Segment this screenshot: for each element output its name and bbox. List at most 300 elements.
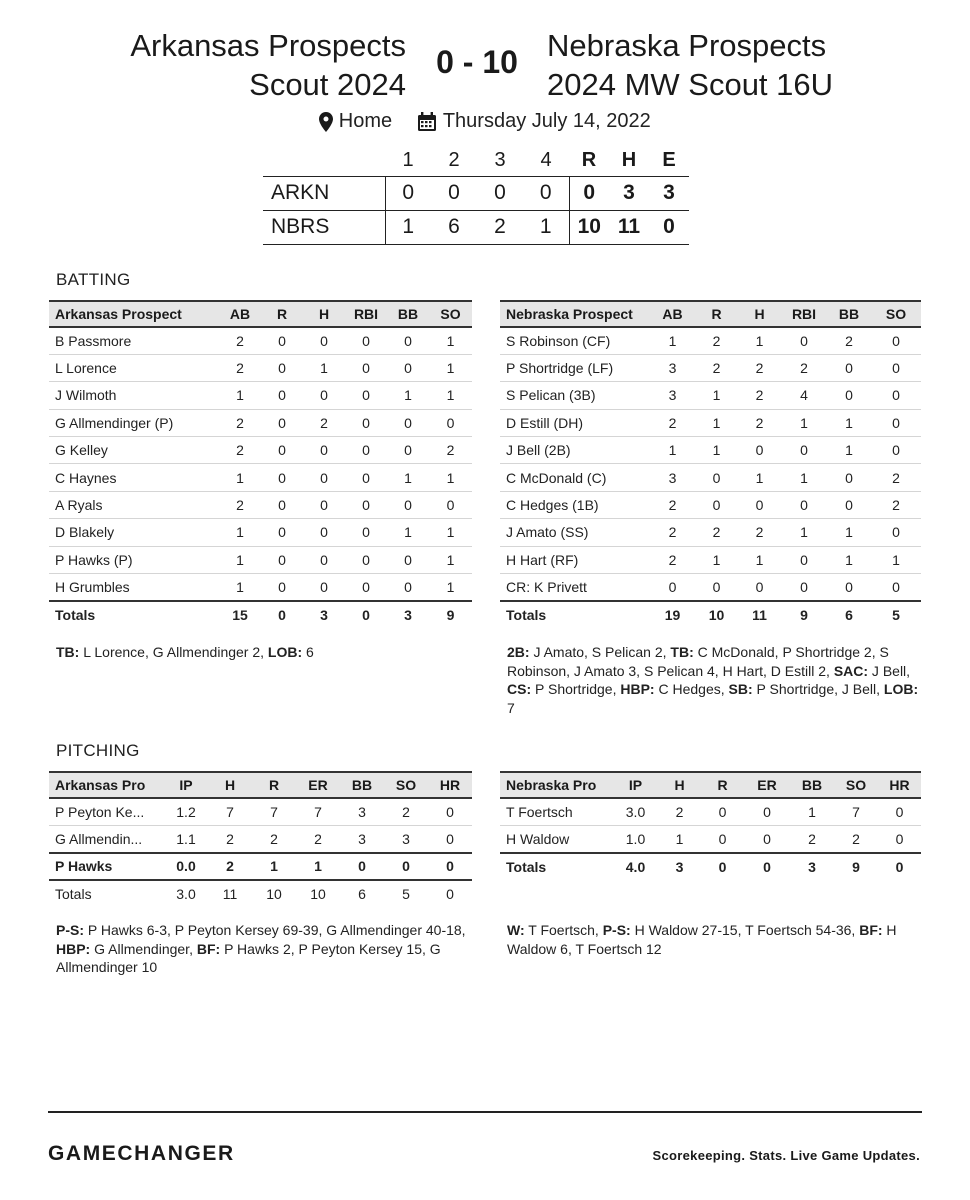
stat-value: 1 — [387, 464, 429, 491]
table-header-row — [49, 301, 472, 327]
stat-value: 1 — [219, 574, 261, 601]
stat-value: 0 — [261, 574, 303, 601]
table-header-row — [49, 772, 472, 798]
note-text: 7 — [507, 699, 515, 716]
stat-column-header: R — [261, 301, 303, 327]
stat-value: 0 — [827, 354, 871, 381]
map-pin-icon — [319, 112, 333, 132]
stat-value: 2 — [695, 519, 738, 546]
stat-value: 0 — [345, 409, 387, 436]
stat-value: 0 — [261, 354, 303, 381]
stat-value: 1 — [429, 519, 472, 546]
stat-column-header: AB — [650, 301, 695, 327]
stat-value: 0 — [387, 327, 429, 354]
stat-value: 0.0 — [164, 853, 208, 880]
linescore-inning: 0 — [477, 176, 523, 210]
stat-value: 2 — [871, 491, 921, 518]
stat-value: 0 — [261, 601, 303, 628]
stat-value: 1.1 — [164, 825, 208, 852]
table-row — [500, 546, 921, 573]
note-text: G Allmendinger, — [90, 940, 197, 957]
note-text: P Shortridge, J Bell, — [752, 681, 884, 697]
player-name: B Passmore — [49, 327, 219, 354]
team-column-header: Arkansas Prospect — [49, 301, 219, 327]
stat-value: 0 — [345, 519, 387, 546]
stat-value: 0 — [827, 382, 871, 409]
stat-value: 2 — [738, 354, 781, 381]
stat-value: 2 — [219, 409, 261, 436]
player-name: J Wilmoth — [49, 382, 219, 409]
stat-value: 2 — [781, 354, 827, 381]
stat-value: 0 — [429, 409, 472, 436]
stat-value: 0 — [781, 546, 827, 573]
stat-column-header: BB — [340, 772, 384, 798]
calendar-icon — [417, 112, 437, 132]
stat-value: 1 — [781, 464, 827, 491]
table-row — [500, 327, 921, 354]
away-team-name — [547, 26, 877, 104]
stat-value: 0 — [345, 574, 387, 601]
away-team-line1: Nebraska Prospects — [547, 28, 827, 63]
stat-value: 0 — [871, 354, 921, 381]
linescore-team: NBRS — [263, 210, 385, 244]
stat-value: 2 — [738, 382, 781, 409]
linescore-hits: 11 — [609, 210, 649, 244]
linescore-table — [263, 146, 689, 245]
player-name: H Waldow — [500, 825, 613, 852]
stat-value: 1 — [219, 546, 261, 573]
note-label: W: — [507, 922, 525, 938]
stat-value: 1 — [695, 409, 738, 436]
stat-value: 0 — [695, 574, 738, 601]
stat-value: 3 — [650, 464, 695, 491]
stat-value: 1.2 — [164, 798, 208, 825]
player-name: J Amato (SS) — [500, 519, 650, 546]
stat-value: 19 — [650, 601, 695, 628]
note-label: P-S: — [56, 922, 84, 938]
stat-value: 0 — [871, 382, 921, 409]
stat-value: 0 — [261, 546, 303, 573]
stat-value: 2 — [650, 519, 695, 546]
stat-value: 0 — [738, 491, 781, 518]
player-name: P Peyton Ke... — [49, 798, 164, 825]
stat-value: 1 — [252, 853, 296, 880]
note-label: SB: — [728, 681, 753, 697]
inning-3-header: 3 — [494, 149, 506, 172]
stat-value: 3 — [340, 798, 384, 825]
player-name: D Estill (DH) — [500, 409, 650, 436]
table-row — [500, 409, 921, 436]
player-name: Totals — [500, 601, 650, 628]
stat-value: 1 — [219, 519, 261, 546]
note-text: C Hedges, — [654, 681, 729, 697]
stat-value: 9 — [429, 601, 472, 628]
stat-value: 2 — [738, 409, 781, 436]
stat-value: 2 — [695, 327, 738, 354]
stat-value: 0 — [303, 491, 345, 518]
linescore-inning: 6 — [431, 210, 477, 244]
stat-column-header: H — [303, 301, 345, 327]
stat-value: 0 — [345, 437, 387, 464]
stat-column-header: IP — [164, 772, 208, 798]
errors-header: E — [662, 149, 676, 172]
stat-value: 1 — [387, 382, 429, 409]
note-text: T Foertsch, — [524, 922, 603, 938]
stat-value: 1 — [296, 853, 340, 880]
stat-value: 4.0 — [613, 853, 658, 880]
stat-value: 0 — [345, 382, 387, 409]
linescore-inning: 0 — [431, 176, 477, 210]
stat-value: 1 — [827, 409, 871, 436]
table-row — [49, 798, 472, 825]
table-row — [500, 491, 921, 518]
stat-value: 2 — [384, 798, 428, 825]
home-team-line2: Scout 2024 — [249, 67, 406, 102]
home-team-line1: Arkansas Prospects — [130, 28, 406, 63]
stat-value: 0 — [387, 546, 429, 573]
footer-divider — [48, 1111, 922, 1113]
player-name: P Hawks — [49, 853, 164, 880]
stat-value: 1 — [738, 546, 781, 573]
stat-column-header: H — [738, 301, 781, 327]
stat-value: 0 — [744, 798, 790, 825]
note-text: H Waldow 27-15, T Foertsch 54-36, — [630, 922, 860, 938]
player-name: T Foertsch — [500, 798, 613, 825]
stat-value: 15 — [219, 601, 261, 628]
runs-header: R — [581, 149, 597, 172]
stat-value: 0 — [387, 491, 429, 518]
stat-value: 0 — [384, 853, 428, 880]
totals-row — [500, 601, 921, 628]
player-name: Totals — [500, 853, 613, 880]
stat-value: 1 — [695, 546, 738, 573]
stat-value: 0 — [261, 491, 303, 518]
stat-value: 7 — [252, 798, 296, 825]
stat-value: 1 — [781, 519, 827, 546]
stat-column-header: IP — [613, 772, 658, 798]
stat-value: 1 — [695, 382, 738, 409]
stat-value: 3 — [650, 382, 695, 409]
stat-value: 0 — [303, 382, 345, 409]
stat-column-header: HR — [878, 772, 921, 798]
table-row — [49, 825, 472, 852]
stat-value: 0 — [781, 491, 827, 518]
stat-column-header: BB — [827, 301, 871, 327]
note-label: LOB: — [883, 681, 919, 697]
totals-row — [49, 601, 472, 628]
note-label: P-S: — [602, 922, 631, 938]
table-row — [49, 409, 472, 436]
home-pitching-table — [49, 771, 472, 908]
stat-value: 1 — [219, 464, 261, 491]
stat-value: 1 — [781, 409, 827, 436]
stat-value: 2 — [219, 327, 261, 354]
footer-tagline: Scorekeeping. Stats. Live Game Updates. — [652, 1148, 920, 1163]
linescore-hits: 3 — [609, 176, 649, 210]
note-label: SAC: — [833, 662, 869, 679]
stat-column-header: SO — [871, 301, 921, 327]
away-pitching-notes — [507, 921, 907, 958]
stat-value: 10 — [296, 880, 340, 907]
linescore-header-row — [263, 146, 689, 176]
stat-value: 2 — [650, 409, 695, 436]
stat-value: 1 — [790, 798, 834, 825]
stat-value: 0 — [428, 825, 472, 852]
note-label: TB: — [56, 644, 80, 660]
away-pitching-table — [500, 771, 921, 880]
stat-value: 6 — [827, 601, 871, 628]
stat-value: 0 — [650, 574, 695, 601]
table-row — [500, 574, 921, 601]
stat-value: 1 — [303, 354, 345, 381]
stat-value: 0 — [695, 464, 738, 491]
player-name: S Pelican (3B) — [500, 382, 650, 409]
stat-column-header: R — [252, 772, 296, 798]
stat-value: 0 — [781, 437, 827, 464]
note-label: HBP: — [56, 940, 91, 957]
game-header — [0, 22, 970, 112]
stat-value: 0 — [428, 798, 472, 825]
team-column-header: Arkansas Pro — [49, 772, 164, 798]
stat-value: 0 — [261, 519, 303, 546]
table-row — [500, 798, 921, 825]
stat-column-header: ER — [744, 772, 790, 798]
stat-value: 0 — [871, 574, 921, 601]
note-label: BF: — [859, 922, 883, 938]
gamechanger-logo: GAMECHANGER — [48, 1142, 235, 1165]
stat-value: 5 — [871, 601, 921, 628]
stat-value: 7 — [208, 798, 252, 825]
stat-value: 0 — [303, 546, 345, 573]
stat-value: 0 — [261, 437, 303, 464]
table-row — [500, 464, 921, 491]
table-row — [49, 464, 472, 491]
stat-value: 3.0 — [164, 880, 208, 907]
stat-value: 2 — [738, 519, 781, 546]
table-header-row — [500, 772, 921, 798]
stat-value: 1 — [429, 327, 472, 354]
stat-value: 2 — [834, 825, 878, 852]
linescore-inning: 0 — [385, 176, 431, 210]
stat-value: 0 — [878, 825, 921, 852]
player-name: G Allmendinger (P) — [49, 409, 219, 436]
stat-value: 0 — [428, 853, 472, 880]
table-row — [500, 382, 921, 409]
stat-column-header: R — [695, 301, 738, 327]
stat-value: 1 — [650, 437, 695, 464]
stat-value: 2 — [208, 853, 252, 880]
player-name: C Hedges (1B) — [500, 491, 650, 518]
stat-value: 0 — [387, 437, 429, 464]
stat-value: 1 — [658, 825, 701, 852]
note-text: 6 — [302, 644, 314, 660]
note-text: C McDonald, P Shortridge 2, S Robinson, J Amato 3, S Pelican 4, H Hart, D Estill 2, — [507, 644, 889, 679]
stat-value: 3.0 — [613, 798, 658, 825]
player-name: P Shortridge (LF) — [500, 354, 650, 381]
stat-value: 2 — [208, 825, 252, 852]
table-row — [49, 519, 472, 546]
player-name: A Ryals — [49, 491, 219, 518]
stat-value: 0 — [261, 382, 303, 409]
stat-value: 1 — [871, 546, 921, 573]
stat-value: 0 — [303, 437, 345, 464]
player-name: L Lorence — [49, 354, 219, 381]
stat-value: 0 — [303, 327, 345, 354]
totals-row — [500, 853, 921, 880]
stat-value: 0 — [781, 327, 827, 354]
stat-column-header: BB — [387, 301, 429, 327]
stat-value: 3 — [790, 853, 834, 880]
stat-value: 0 — [871, 409, 921, 436]
stat-value: 0 — [345, 491, 387, 518]
stat-column-header: SO — [384, 772, 428, 798]
note-text: P Hawks 6-3, P Peyton Kersey 69-39, G Allmendinger 40-18, — [84, 922, 466, 938]
stat-value: 11 — [738, 601, 781, 628]
stat-value: 7 — [296, 798, 340, 825]
stat-value: 3 — [384, 825, 428, 852]
stat-value: 2 — [827, 327, 871, 354]
linescore-runs: 0 — [569, 176, 609, 210]
stat-value: 0 — [878, 798, 921, 825]
stat-column-header: H — [208, 772, 252, 798]
stat-value: 0 — [261, 409, 303, 436]
linescore-errors: 0 — [649, 210, 689, 244]
linescore-inning: 1 — [385, 210, 431, 244]
note-label: CS: — [507, 681, 532, 697]
stat-value: 0 — [428, 880, 472, 907]
stat-value: 0 — [827, 574, 871, 601]
stat-value: 0 — [871, 327, 921, 354]
stat-value: 1 — [429, 464, 472, 491]
stat-value: 0 — [303, 464, 345, 491]
linescore-runs: 10 — [569, 210, 609, 244]
stat-value: 1 — [650, 327, 695, 354]
player-name: S Robinson (CF) — [500, 327, 650, 354]
game-meta — [0, 110, 970, 133]
away-team-line2: 2024 MW Scout 16U — [547, 67, 834, 102]
stat-column-header: BB — [790, 772, 834, 798]
stat-value: 3 — [303, 601, 345, 628]
hits-header: H — [621, 149, 637, 172]
stat-value: 10 — [695, 601, 738, 628]
player-name: Totals — [49, 601, 219, 628]
stat-value: 2 — [695, 354, 738, 381]
stat-value: 2 — [219, 354, 261, 381]
stat-value: 0 — [744, 853, 790, 880]
stat-value: 1 — [827, 546, 871, 573]
note-label: LOB: — [267, 644, 303, 660]
stat-value: 6 — [340, 880, 384, 907]
stat-value: 0 — [387, 354, 429, 381]
stat-value: 5 — [384, 880, 428, 907]
stat-value: 0 — [387, 574, 429, 601]
stat-value: 0 — [827, 491, 871, 518]
home-pitching-notes — [56, 921, 476, 977]
table-row — [49, 574, 472, 601]
stat-value: 0 — [345, 464, 387, 491]
note-text: L Lorence, G Allmendinger 2, — [79, 644, 268, 660]
note-text: H Waldow 6, T Foertsch 12 — [507, 922, 897, 957]
note-label: HBP: — [620, 681, 655, 697]
linescore-team: ARKN — [263, 176, 385, 210]
player-name: CR: K Privett — [500, 574, 650, 601]
stat-value: 0 — [744, 825, 790, 852]
player-name: H Grumbles — [49, 574, 219, 601]
team-column-header: Nebraska Prospect — [500, 301, 650, 327]
stat-value: 1 — [429, 354, 472, 381]
stat-value: 7 — [834, 798, 878, 825]
stat-value: 2 — [429, 437, 472, 464]
note-text: P Hawks 2, P Peyton Kersey 15, G Allmendinger 10 — [56, 940, 441, 975]
stat-value: 11 — [208, 880, 252, 907]
stat-value: 2 — [650, 491, 695, 518]
stat-value: 1 — [827, 437, 871, 464]
stat-value: 0 — [701, 798, 744, 825]
table-row — [49, 437, 472, 464]
stat-value: 0 — [261, 327, 303, 354]
linescore-inning: 0 — [523, 176, 569, 210]
away-batting-table — [500, 300, 921, 628]
inning-2-header: 2 — [448, 149, 460, 172]
stat-value: 0 — [429, 491, 472, 518]
table-row — [500, 354, 921, 381]
location-text: Home — [338, 110, 393, 133]
player-name: G Kelley — [49, 437, 219, 464]
stat-column-header: SO — [834, 772, 878, 798]
stat-value: 2 — [303, 409, 345, 436]
stat-value: 1 — [429, 382, 472, 409]
stat-value: 0 — [701, 853, 744, 880]
stat-value: 3 — [340, 825, 384, 852]
linescore-row — [263, 210, 689, 244]
stat-value: 0 — [738, 574, 781, 601]
table-row — [49, 382, 472, 409]
table-row — [49, 546, 472, 573]
note-label: TB: — [670, 644, 694, 660]
stat-value: 2 — [252, 825, 296, 852]
stat-value: 1 — [695, 437, 738, 464]
table-row — [500, 519, 921, 546]
player-name: Totals — [49, 880, 164, 907]
player-name: C McDonald (C) — [500, 464, 650, 491]
game-date: Thursday July 14, 2022 — [442, 110, 651, 133]
stat-value: 0 — [261, 464, 303, 491]
stat-value: 10 — [252, 880, 296, 907]
stat-value: 0 — [387, 409, 429, 436]
totals-row — [49, 880, 472, 907]
stat-column-header: H — [658, 772, 701, 798]
stat-value: 2 — [790, 825, 834, 852]
stat-value: 1.0 — [613, 825, 658, 852]
stat-value: 0 — [303, 519, 345, 546]
stat-value: 1 — [738, 464, 781, 491]
stat-value: 2 — [219, 491, 261, 518]
away-batting-notes — [507, 643, 921, 717]
stat-value: 0 — [878, 853, 921, 880]
stat-value: 0 — [345, 327, 387, 354]
stat-value: 0 — [345, 354, 387, 381]
table-row — [49, 354, 472, 381]
team-column-header: Nebraska Pro — [500, 772, 613, 798]
stat-value: 0 — [345, 546, 387, 573]
note-text: J Bell, — [868, 662, 911, 679]
stat-column-header: ER — [296, 772, 340, 798]
stat-value: 0 — [345, 601, 387, 628]
stat-value: 0 — [701, 825, 744, 852]
table-row — [500, 825, 921, 852]
stat-value: 1 — [827, 519, 871, 546]
linescore-inning: 2 — [477, 210, 523, 244]
